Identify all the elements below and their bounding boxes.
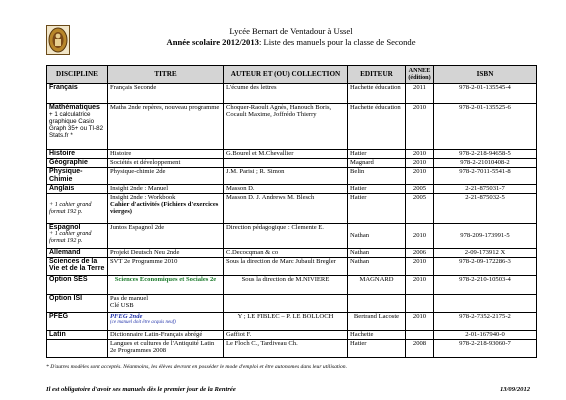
discipline-cell: Histoire xyxy=(49,150,76,157)
header-year: ANNEE (édition) xyxy=(406,66,434,84)
isbn-cell: 978-2-01-135545-4 xyxy=(434,84,537,104)
editor-cell xyxy=(348,294,406,312)
year-cell: 2010 xyxy=(406,257,434,275)
isbn-cell: 978-2-01-135525-6 xyxy=(434,104,537,150)
title-cell: Insight 2nde : Manuel xyxy=(108,184,224,193)
discipline-cell: Allemand xyxy=(49,248,81,256)
editor-cell: Nathan xyxy=(348,257,406,275)
editor-cell: Hatier xyxy=(348,184,406,193)
year-cell: 2010 xyxy=(406,312,434,330)
school-year: Année scolaire 2012/2013 xyxy=(166,37,259,47)
table-row xyxy=(47,275,537,294)
title-detail: Clé USB xyxy=(110,302,134,310)
title-detail: Cahier d'activités (Fichiers d'exercices vierges) xyxy=(110,201,219,216)
year-cell: 2011 xyxy=(406,84,434,104)
author-cell: J.M. Parisi ; R. Simon xyxy=(224,168,348,185)
discipline-cell: Anglais xyxy=(49,184,75,192)
table-header-row xyxy=(47,66,537,84)
author-cell: Y ; LE FIBLEC – P. LE BOLLOCH xyxy=(224,312,348,330)
subtitle-text: : Liste des manuels pour la classe de Seconde xyxy=(258,37,416,47)
title-cell: PFEG 2nde xyxy=(110,312,143,320)
year-cell: 2010 xyxy=(406,223,434,248)
editor-cell: Hachette xyxy=(348,330,406,339)
isbn-cell: 978-2-218-93060-7 xyxy=(434,339,537,357)
author-cell xyxy=(224,294,348,312)
author-cell: Masson D. xyxy=(224,184,348,193)
author-cell: Gaffiot F. xyxy=(224,330,348,339)
year-cell xyxy=(406,330,434,339)
footer-date: 13/09/2012 xyxy=(500,386,531,393)
year-cell: 2005 xyxy=(406,193,434,223)
editor-cell: Hachette éducation xyxy=(348,84,406,104)
discipline-note: + 1 calculatrice graphique Casio Graph 35+ ou TI-82 Stats.fr * xyxy=(49,110,104,139)
author-cell: Sous la direction de Marc Jubault Bregler xyxy=(224,257,348,275)
header-author: AUTEUR ET (OU) COLLECTION xyxy=(224,66,348,84)
title-cell: Juntos Espagnol 2de xyxy=(108,223,224,248)
isbn-cell: 978-2-218-94658-5 xyxy=(434,150,537,159)
title-detail: (ce manuel doit être acquis neuf) xyxy=(110,320,176,326)
title-cell: Projekt Deutsch Neu 2nde xyxy=(108,248,224,257)
isbn-cell xyxy=(434,294,537,312)
discipline-cell: Sciences de la Vie et de la Terre xyxy=(49,257,105,273)
year-cell: 2005 xyxy=(406,184,434,193)
table-row xyxy=(47,330,537,339)
calculator-footnote: * D'autres modèles sont acceptés. Néanmoins, les élèves devront en posséder le mode d'emploi et être autonomes dans leur utilisation. xyxy=(46,364,347,370)
table-row xyxy=(47,223,537,248)
list-subtitle xyxy=(46,37,536,47)
editor-cell: Hatier xyxy=(348,339,406,357)
title-cell: Dictionnaire Latin-Français abrégé xyxy=(108,330,224,339)
discipline-cell: Option SES xyxy=(49,275,88,283)
table-row xyxy=(47,104,537,150)
table-row xyxy=(47,339,537,357)
header-title: TITRE xyxy=(108,66,224,84)
author-cell: Direction pédagogique : Clemente E. xyxy=(224,223,348,248)
discipline-cell: Français xyxy=(49,84,78,91)
title-cell: Sociétés et développement xyxy=(108,159,224,168)
editor-cell: MAGNARD xyxy=(348,275,406,294)
discipline-note: + 1 cahier grand format 192 p. xyxy=(49,200,92,215)
author-cell: L'écume des lettres xyxy=(224,84,348,104)
table-row xyxy=(47,257,537,275)
author-cell xyxy=(224,159,348,168)
title-cell: Insight 2nde : Workbook xyxy=(110,193,176,201)
discipline-cell: Espagnol xyxy=(49,223,81,231)
year-cell: 2010 xyxy=(406,104,434,150)
table-row xyxy=(47,193,537,223)
author-cell: Choquer-Raoult Agnès, Hanouch Boris, Cocault Maxime, Joffrédo Thierry xyxy=(224,104,348,150)
isbn-cell: 2-09-173912 X xyxy=(434,248,537,257)
editor-cell: Hatier xyxy=(348,193,406,223)
page-header xyxy=(46,25,536,57)
book-list-table xyxy=(46,65,537,358)
table-row xyxy=(47,168,537,185)
isbn-cell: 2-21-875032-5 xyxy=(434,193,537,223)
isbn-cell: 978-2-7011-5541-8 xyxy=(434,168,537,185)
isbn-cell: 978-209-173991-5 xyxy=(434,223,537,248)
table-row xyxy=(47,150,537,159)
editor-cell: Bertrand Lacoste xyxy=(348,312,406,330)
isbn-cell: 978-2-09-172286-3 xyxy=(434,257,537,275)
editor-cell: Hatier xyxy=(348,150,406,159)
title-cell: Langues et cultures de l'Antiquité Latin 2e Programmes 2008 xyxy=(108,339,224,357)
editor-cell: Magnard xyxy=(348,159,406,168)
header-discipline: DISCIPLINE xyxy=(47,66,108,84)
table-row xyxy=(47,294,537,312)
title-cell: SVT 2e Programme 2010 xyxy=(108,257,224,275)
discipline-cell: Latin xyxy=(49,330,66,338)
author-cell: G.Bourel et M.Chevallier xyxy=(224,150,348,159)
school-name: Lycée Bernart de Ventadour à Ussel xyxy=(229,26,353,36)
table-row xyxy=(47,312,537,330)
isbn-cell: 978-2-7352-2175-2 xyxy=(434,312,537,330)
discipline-cell: Géographie xyxy=(49,159,88,166)
footer-notice: Il est obligatoire d'avoir ses manuels dès le premier jour de la Rentrée xyxy=(46,386,236,393)
year-cell: 2006 xyxy=(406,248,434,257)
title-cell: Français Seconde xyxy=(108,84,224,104)
title-cell: Maths 2nde repères, nouveau programme xyxy=(108,104,224,150)
table-row xyxy=(47,84,537,104)
editor-cell: Hachette éducation xyxy=(348,104,406,150)
author-cell: Masson D. J. Andrews M. Blesch xyxy=(224,193,348,223)
year-cell: 2010 xyxy=(406,159,434,168)
isbn-cell: 978-2-210-10503-4 xyxy=(434,275,537,294)
title-cell: Physique-chimie 2de xyxy=(108,168,224,185)
header-isbn: ISBN xyxy=(434,66,537,84)
year-cell: 2008 xyxy=(406,339,434,357)
discipline-note: + 1 cahier grand format 192 p. xyxy=(49,230,92,245)
table-row xyxy=(47,184,537,193)
year-cell: 2010 xyxy=(406,168,434,185)
discipline-cell: Physique-Chimie xyxy=(49,168,83,183)
year-cell: 2010 xyxy=(406,150,434,159)
year-cell: 2010 xyxy=(406,275,434,294)
title-cell: Pas de manuel xyxy=(110,294,149,302)
table-row xyxy=(47,159,537,168)
editor-cell: Nathan xyxy=(348,248,406,257)
discipline-cell: PFEG xyxy=(49,312,69,320)
header-editor: EDITEUR xyxy=(348,66,406,84)
discipline-cell: Mathématiques xyxy=(49,104,100,111)
author-cell: C.Decocqman & co xyxy=(224,248,348,257)
title-cell: Histoire xyxy=(108,150,224,159)
editor-cell: Nathan xyxy=(348,223,406,248)
title-cell: Sciences Economiques et Sociales 2e xyxy=(108,275,224,294)
author-cell: Le Floch C., Tardiveau Ch. xyxy=(224,339,348,357)
author-cell: Sous la direction de M.NIVIERE xyxy=(224,275,348,294)
isbn-cell: 2-21-875031-7 xyxy=(434,184,537,193)
discipline-cell: Option ISI xyxy=(49,294,83,302)
isbn-cell: 2-01-167940-0 xyxy=(434,330,537,339)
isbn-cell: 978-2-21010408-2 xyxy=(434,159,537,168)
editor-cell: Belin xyxy=(348,168,406,185)
year-cell xyxy=(406,294,434,312)
table-row xyxy=(47,248,537,257)
